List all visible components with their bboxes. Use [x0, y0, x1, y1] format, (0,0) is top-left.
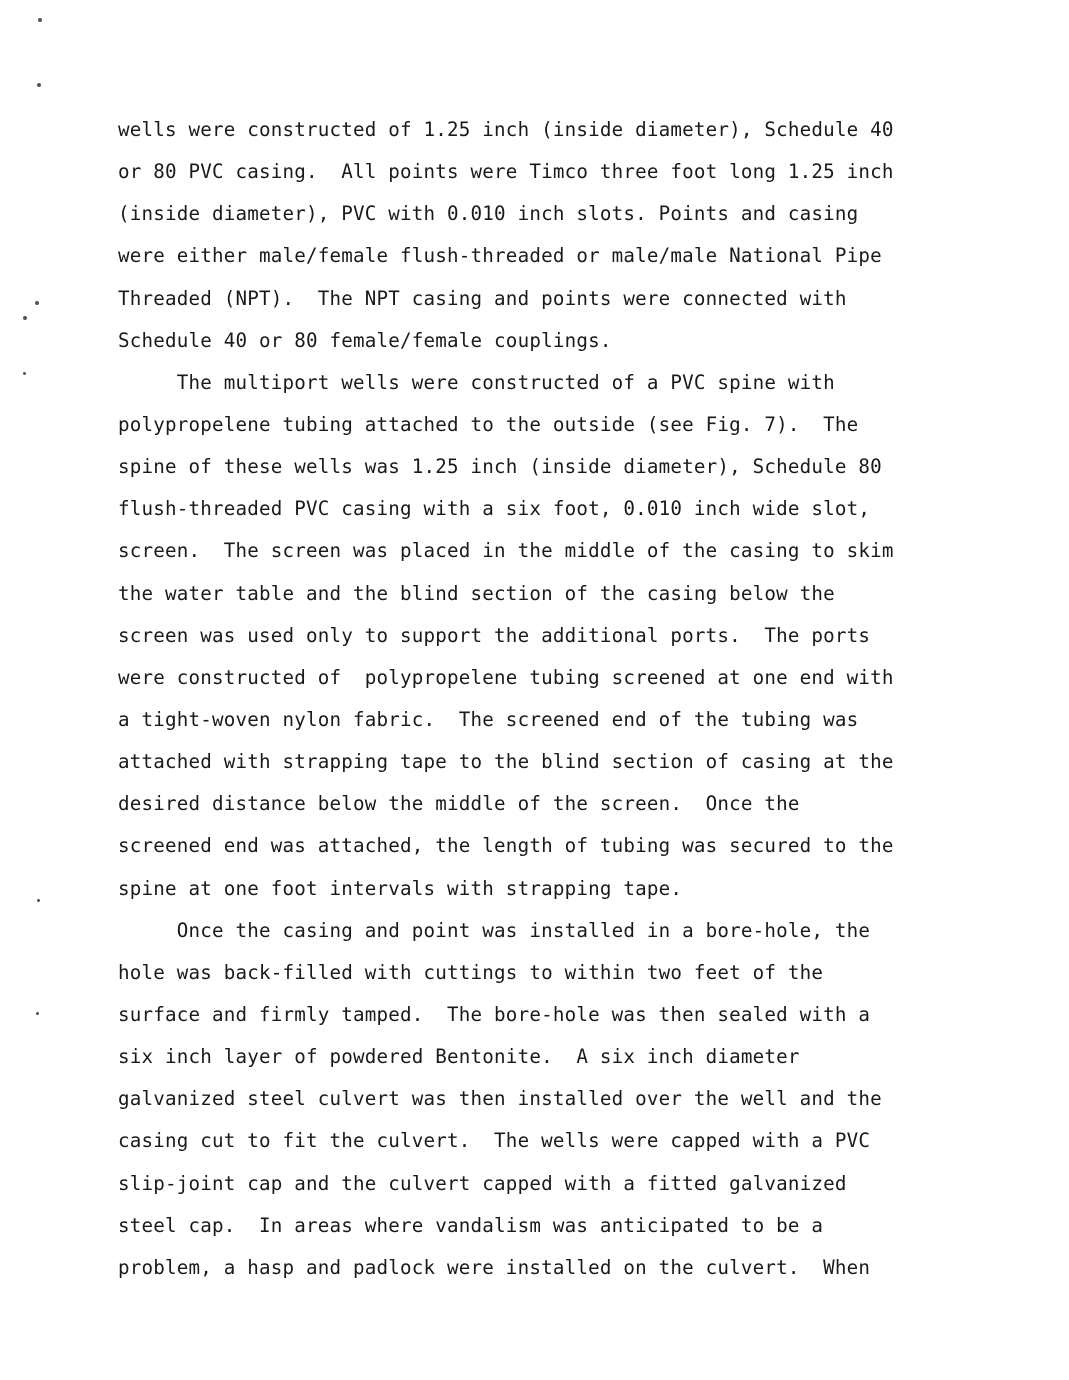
text-line: hole was back-filled with cuttings to within two feet of the	[118, 960, 824, 984]
text-line: desired distance below the middle of the screen. Once the	[118, 792, 800, 816]
text-line: or 80 PVC casing. All points were Timco three foot long 1.25 inch	[118, 160, 894, 184]
scan-speck	[35, 301, 39, 305]
text-line: Threaded (NPT). The NPT casing and points were connected with	[118, 286, 847, 310]
paragraph-1	[118, 109, 1018, 362]
text-line: screen was used only to support the additional ports. The ports	[118, 623, 871, 647]
text-line: spine of these wells was 1.25 inch (inside diameter), Schedule 80	[118, 455, 882, 479]
scan-speck	[37, 899, 40, 902]
text-line: screen. The screen was placed in the middle of the casing to skim	[118, 539, 894, 563]
text-line: slip-joint cap and the culvert capped with a fitted galvanized	[118, 1171, 847, 1195]
text-line: spine at one foot intervals with strapping tape.	[118, 876, 683, 900]
text-line: Schedule 40 or 80 female/female couplings.	[118, 328, 612, 352]
scan-speck	[23, 316, 27, 320]
body-text	[118, 109, 1018, 1289]
text-line: wells were constructed of 1.25 inch (inside diameter), Schedule 40	[118, 118, 894, 141]
text-line: six inch layer of powdered Bentonite. A six inch diameter	[118, 1045, 800, 1069]
text-line: casing cut to fit the culvert. The wells were capped with a PVC	[118, 1129, 871, 1153]
text-line: were either male/female flush-threaded or male/male National Pipe	[118, 244, 882, 268]
text-line: Once the casing and point was installed in a bore-hole, the	[118, 918, 871, 942]
text-line: steel cap. In areas where vandalism was anticipated to be a	[118, 1213, 824, 1237]
paragraph-2	[118, 362, 1018, 910]
scan-speck	[23, 372, 26, 375]
text-line: polypropelene tubing attached to the outside (see Fig. 7). The	[118, 412, 859, 436]
text-line: surface and firmly tamped. The bore-hole was then sealed with a	[118, 1002, 871, 1026]
text-line: galvanized steel culvert was then installed over the well and the	[118, 1087, 882, 1111]
text-line: a tight-woven nylon fabric. The screened end of the tubing was	[118, 707, 859, 731]
text-line: were constructed of polypropelene tubing screened at one end with	[118, 665, 894, 689]
scan-speck	[37, 83, 41, 87]
text-line: problem, a hasp and padlock were installed on the culvert. When	[118, 1255, 871, 1279]
paragraph-3	[118, 910, 1018, 1289]
text-line: screened end was attached, the length of tubing was secured to the	[118, 834, 894, 858]
text-line: (inside diameter), PVC with 0.010 inch slots. Points and casing	[118, 202, 859, 226]
scan-speck	[36, 1012, 39, 1015]
text-line: attached with strapping tape to the blind section of casing at the	[118, 750, 894, 774]
text-line: the water table and the blind section of the casing below the	[118, 581, 835, 605]
scan-speck	[38, 18, 42, 22]
text-line: The multiport wells were constructed of a PVC spine with	[118, 370, 835, 394]
text-line: flush-threaded PVC casing with a six foot, 0.010 inch wide slot,	[118, 497, 871, 521]
